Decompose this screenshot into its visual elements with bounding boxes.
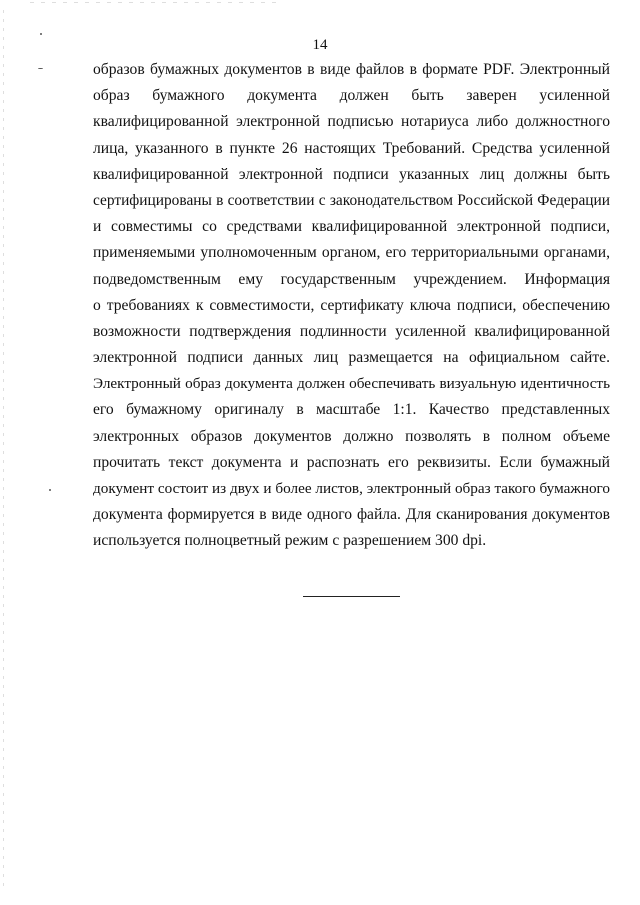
text-line: применяемыми уполномоченным органом, его территориальными органами,: [93, 244, 610, 262]
text-line: электронной подписи данных лиц размещается на официальном сайте.: [93, 349, 610, 367]
scan-speck: [40, 33, 42, 35]
page-number: 14: [312, 37, 328, 53]
scan-speck: [38, 68, 43, 69]
text-line: документ состоит из двух и более листов, электронный образ такого бумажного: [93, 480, 610, 497]
text-line: о требованиях к совместимости, сертификату ключа подписи, обеспечению: [93, 296, 610, 314]
end-of-text-rule: [303, 596, 400, 597]
text-line: подведомственным ему государственным учреждением. Информация: [93, 270, 610, 288]
text-line: его бумажному оригиналу в масштабе 1:1. Качество представленных: [93, 401, 610, 419]
scan-speck: [49, 489, 51, 491]
scan-top-artifact: [30, 2, 280, 3]
text-line: образов бумажных документов в виде файлов в формате PDF. Электронный: [93, 61, 610, 78]
body-paragraph: [93, 57, 610, 555]
text-line: документа формируется в виде одного файла. Для сканирования документов: [93, 506, 610, 524]
text-line: квалифицированной электронной подписи указанных лиц должны быть: [93, 165, 610, 183]
scan-edge-artifact: [3, 10, 4, 890]
text-line: возможности подтверждения подлинности усиленной квалифицированной: [93, 322, 610, 340]
text-line: прочитать текст документа и распознать его реквизиты. Если бумажный: [93, 453, 610, 471]
text-line: электронных образов документов должно позволять в полном объеме: [93, 427, 610, 445]
text-line: сертифицированы в соответствии с законодательством Российской Федерации: [93, 191, 610, 209]
text-line: лица, указанного в пункте 26 настоящих Требований. Средства усиленной: [93, 139, 610, 157]
text-line: Электронный образ документа должен обеспечивать визуальную идентичность: [93, 375, 610, 393]
text-line: используется полноцветный режим с разрешением 300 dpi.: [93, 532, 487, 550]
text-line: образ бумажного документа должен быть заверен усиленной: [93, 87, 610, 105]
text-line: квалифицированной электронной подписью нотариуса либо должностного: [93, 113, 610, 131]
text-line: и совместимы со средствами квалифицированной электронной подписи,: [93, 218, 610, 236]
